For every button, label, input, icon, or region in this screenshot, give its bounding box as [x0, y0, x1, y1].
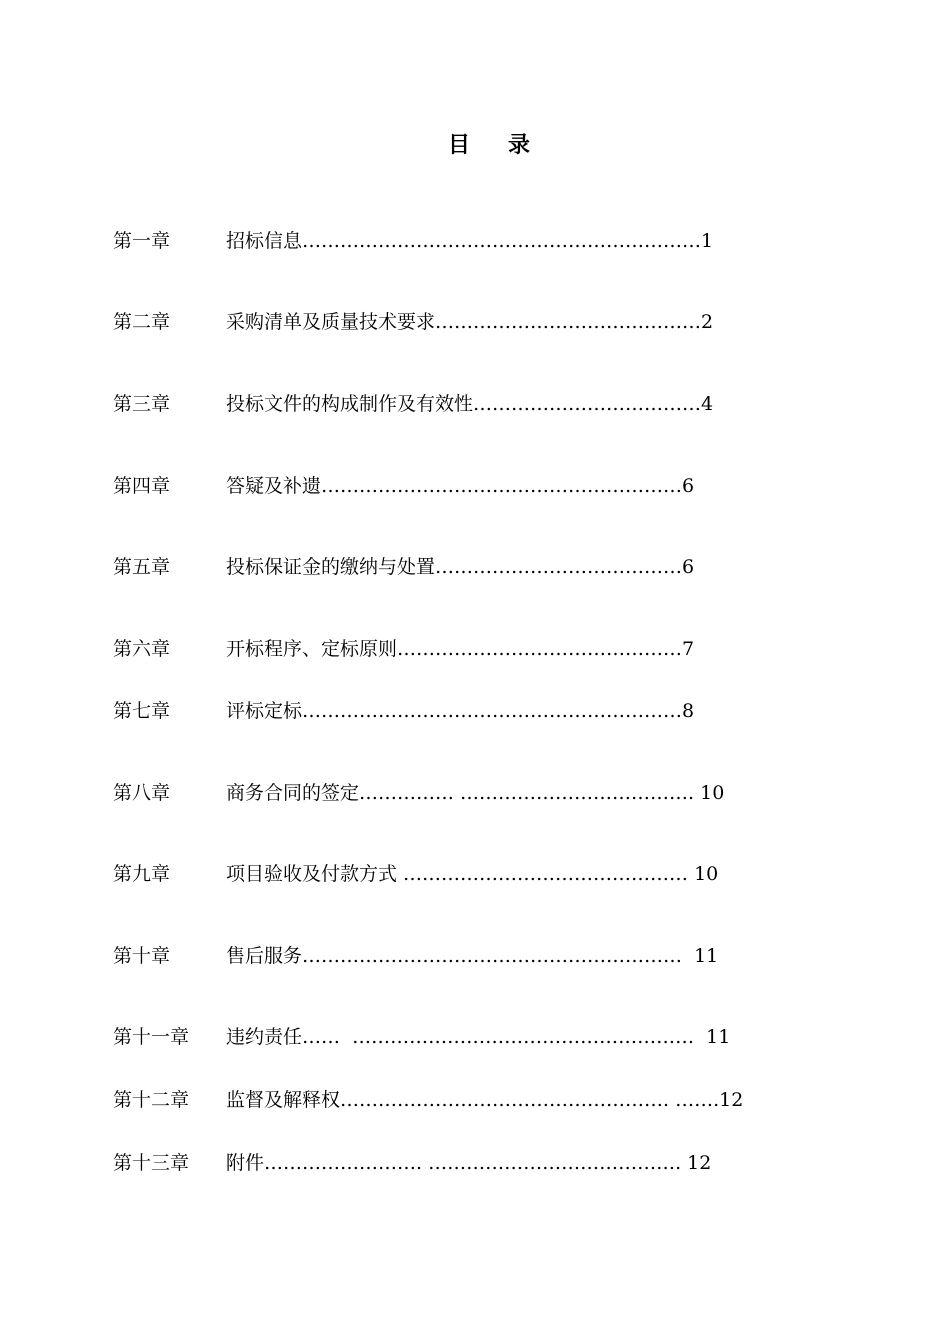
toc-entry-text: 开标程序、定标原则………………………………………7 — [226, 638, 695, 660]
toc-chapter-label: 第一章 — [113, 230, 171, 252]
toc-entry-text: 附件……………………. …………………………………. 12 — [226, 1152, 712, 1174]
toc-chapter-label: 第五章 — [113, 556, 171, 578]
toc-chapter-label: 第四章 — [113, 475, 171, 497]
toc-entry-text: 售后服务…………………………………………………… 11 — [226, 945, 719, 967]
toc-entry-text: 招标信息………………………………………………………1 — [226, 230, 714, 252]
toc-chapter-label: 第七章 — [113, 700, 171, 722]
toc-entry-text: 商务合同的签定…………… ………………………………. 10 — [226, 782, 725, 804]
toc-entry-text: 答疑及补遗…………………………………………………6 — [226, 475, 695, 497]
toc-chapter-label: 第三章 — [113, 393, 171, 415]
toc-chapter-label: 第六章 — [113, 638, 171, 660]
toc-chapter-label: 第十三章 — [113, 1152, 190, 1174]
toc-chapter-label: 第十章 — [113, 945, 171, 967]
toc-entry-text: 投标保证金的缴纳与处置…………………………………6 — [226, 556, 695, 578]
toc-chapter-label: 第九章 — [113, 863, 171, 885]
toc-entry-text: 投标文件的构成制作及有效性………………………………4 — [226, 393, 714, 415]
toc-chapter-label: 第八章 — [113, 782, 171, 804]
toc-title-char-2: 录 — [508, 132, 531, 158]
toc-title — [448, 128, 530, 159]
toc-entry-text: 采购清单及质量技术要求……………………………………2 — [226, 311, 714, 333]
toc-entry-text: 监督及解释权……………………………………………. …….12 — [226, 1089, 744, 1111]
toc-chapter-label: 第十一章 — [113, 1026, 190, 1048]
toc-chapter-label: 第十二章 — [113, 1089, 190, 1111]
toc-entry-text: 评标定标……………………………………………………8 — [226, 700, 695, 722]
toc-entry-text: 项目验收及付款方式 ……………………………………… 10 — [226, 863, 719, 885]
toc-title-char-1: 目 — [448, 132, 471, 158]
toc-entry-text: 违约责任…… ……………………………………………… 11 — [226, 1026, 731, 1048]
toc-chapter-label: 第二章 — [113, 311, 171, 333]
